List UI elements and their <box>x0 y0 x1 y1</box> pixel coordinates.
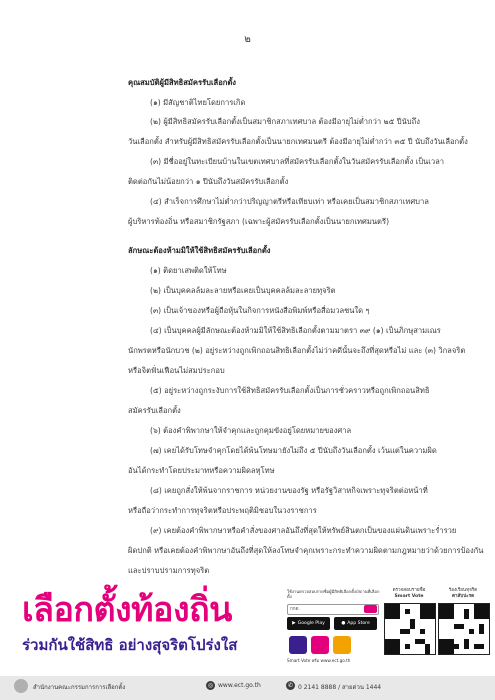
google-play-label: Google Play <box>297 621 325 626</box>
app-info-text: ใช้งานตรวจสอบรายชื่อผู้มีสิทธิเลือกตั้ง/สถานที่เลือกตั้ง <box>287 589 380 599</box>
slogan-sub: ร่วมกันใช้สิทธิ อย่างสุจริตโปร่งใส <box>22 636 238 654</box>
page-number: ๒ <box>244 34 251 45</box>
qr2-label-line1: ร้องเรียนทุจริต <box>448 588 478 593</box>
prohibition-item: (๖) ต้องคำพิพากษาให้จำคุกและถูกคุมขังอยู่โดยหมายของศาล <box>150 426 352 435</box>
play-icon: ▶ <box>292 621 296 626</box>
app-bottom-text <box>287 658 350 663</box>
qualifications-heading: คุณสมบัติผู้มีสิทธิสมัครรับเลือกตั้ง <box>128 78 236 87</box>
qualification-item: (๒) ผู้มีสิทธิสมัครรับเลือกตั้งเป็นสมาชิกสภาเทศบาล ต้องมีอายุไม่ต่ำกว่า ๒๕ ปีนับถึง <box>150 117 420 126</box>
prohibition-item: (๔) เป็นบุคคลผู้มีลักษณะต้องห้ามมิให้ใช้สิทธิเลือกตั้งตามมาตรา ๓๙ (๑) เป็นภิกษุสามเณร <box>150 326 441 335</box>
qualification-item: (๑) มีสัญชาติไทยโดยการเกิด <box>150 98 246 107</box>
app-store-badge <box>334 617 377 630</box>
prohibition-item: (๘) เคยถูกสั่งให้พ้นจากราชการ หน่วยงานของรัฐ หรือรัฐวิสาหกิจเพราะทุจริตต่อหน้าที่ <box>150 486 428 495</box>
app-search-text: กกต. <box>290 607 300 612</box>
prohibition-item-cont: หรือจิตฟั่นเฟือนไม่สมประกอบ <box>128 366 225 375</box>
search-icon <box>364 605 377 613</box>
qr2-label-line2: ตาสับปะรด <box>451 593 475 599</box>
app-logos <box>287 634 377 656</box>
qr2-label <box>435 588 491 599</box>
prohibition-item-cont: และปราบปรามการทุจริต <box>128 566 210 575</box>
prohibition-item-cont: อันได้กระทำโดยประมาทหรือความผิดลหุโทษ <box>128 466 275 475</box>
prohibition-item: (๕) อยู่ระหว่างถูกระงับการใช้สิทธิสมัครรับเลือกตั้งเป็นการชั่วคราวหรือถูกเพิกถอนสิทธิ <box>150 386 430 395</box>
qr-code-smart-vote[interactable] <box>384 603 436 655</box>
prohibition-item-cont: หรือถือว่ากระทำการทุจริตหรือประพฤติมิชอบในวงราชการ <box>128 506 317 515</box>
qualification-item-cont: ติดต่อกันไม่น้อยกว่า ๑ ปีนับถึงวันสมัครรับเลือกตั้ง <box>128 177 289 186</box>
qr-icon <box>439 604 489 654</box>
prohibition-item-cont: นักพรตหรือนักบวช (๒) อยู่ระหว่างถูกเพิกถอนสิทธิเลือกตั้งไม่ว่าคดีนั้นจะถึงที่สุดหรือไม่ และ (๓) วิกลจริต <box>128 346 466 355</box>
qualification-item-cont: ผู้บริหารท้องถิ่น หรือสมาชิกรัฐสภา (เฉพาะผู้สมัครรับเลือกตั้งเป็นนายกเทศมนตรี) <box>128 217 390 226</box>
google-play-badge <box>287 617 330 630</box>
prohibition-item: (๙) เคยต้องคำพิพากษาหรือคำสั่งของศาลอันถึงที่สุดให้ทรัพย์สินตกเป็นของแผ่นดินเพราะร่ำรวย <box>150 526 457 535</box>
prohibition-item-cont: ผิดปกติ หรือเคยต้องคำพิพากษาอันถึงที่สุดให้ลงโทษจำคุกเพราะกระทำความผิดตามกฎหมายว่าด้วยการป้องกัน <box>128 546 484 555</box>
prohibition-item: (๓) เป็นเจ้าของหรือผู้ถือหุ้นในกิจการหนังสือพิมพ์หรือสื่อมวลชนใด ๆ <box>150 306 370 315</box>
slogan-main: เลือกตั้งท้องถิ่น <box>22 590 232 630</box>
qualification-item: (๓) มีชื่ออยู่ในทะเบียนบ้านในเขตเทศบาลที่สมัครรับเลือกตั้งในวันสมัครรับเลือกตั้ง เป็นเวลา <box>150 157 444 166</box>
prohibitions-heading: ลักษณะต้องห้ามมิให้ใช้สิทธิสมัครรับเลือกตั้ง <box>128 246 271 255</box>
pineapple-logo-icon <box>333 636 351 654</box>
prohibition-item: (๗) เคยได้รับโทษจำคุกโดยได้พ้นโทษมายังไม่ถึง ๕ ปีนับถึงวันเลือกตั้ง เว้นแต่ในความผิด <box>150 446 437 455</box>
prohibition-item: (๑) ติดยาเสพติดให้โทษ <box>150 266 227 275</box>
smart-vote-logo-icon <box>289 636 307 654</box>
qr-code-complaint[interactable] <box>438 603 490 655</box>
qualification-item: (๔) สำเร็จการศึกษาไม่ต่ำกว่าปริญญาตรีหรือเทียบเท่า หรือเคยเป็นสมาชิกสภาเทศบาล <box>150 197 429 206</box>
footer-phone: 0 2141 8888 / สายด่วน 1444 <box>298 684 382 691</box>
app-store-label: App Store <box>347 621 370 626</box>
prohibition-item: (๒) เป็นบุคคลล้มละลายหรือเคยเป็นบุคคลล้มละลายทุจริต <box>150 286 336 295</box>
ect-emblem-icon <box>14 679 28 693</box>
apple-icon: ● <box>341 621 346 626</box>
qr1-label-line2: Smart Vote <box>394 593 424 599</box>
qr1-label <box>381 588 437 599</box>
qr1-label-line1: ตรวจสอบรายชื่อ <box>392 588 426 593</box>
ect-logo-icon <box>311 636 329 654</box>
prohibition-item-cont: สมัครรับเลือกตั้ง <box>128 406 181 415</box>
qualification-item-cont: วันเลือกตั้ง สำหรับผู้มีสิทธิสมัครรับเลือกตั้งเป็นนายกเทศมนตรี ต้องมีอายุไม่ต่ำกว่า ๓๕ ปี นับถึงวันเลือกตั้ง <box>128 137 468 146</box>
footer-org: สำนักงานคณะกรรมการการเลือกตั้ง <box>33 684 126 691</box>
phone-icon: ✆ <box>287 682 294 689</box>
qr-icon <box>385 604 435 654</box>
globe-icon: ◎ <box>207 682 214 689</box>
smart-vote-text: Smart Vote <box>287 658 311 663</box>
website-text: หรือ www.ect.go.th <box>311 658 351 663</box>
footer-website[interactable]: www.ect.go.th <box>218 682 261 689</box>
